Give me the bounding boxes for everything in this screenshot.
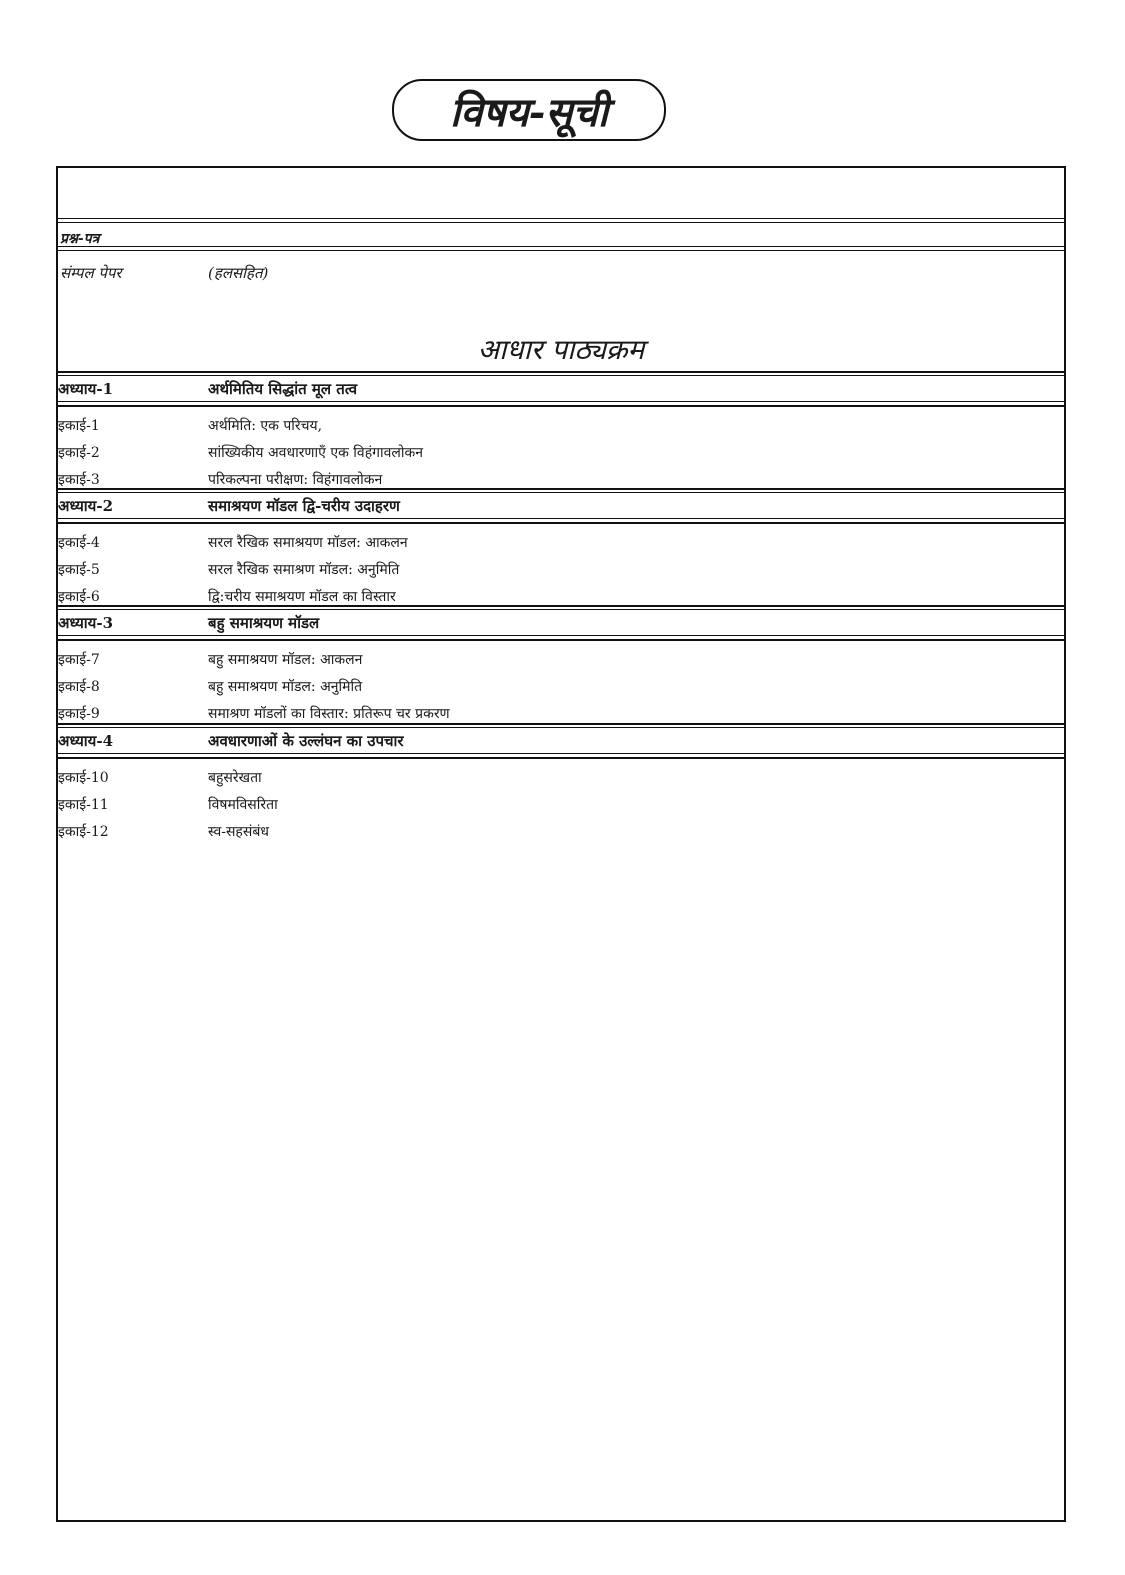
unit-number: इकाई-12 — [58, 824, 109, 840]
divider — [58, 405, 1064, 407]
unit-title: सरल रैखिक समाश्रण मॉडल: अनुमिति — [208, 562, 400, 578]
unit-title: विषमविसरिता — [208, 797, 278, 813]
chapter-title: समाश्रयण मॉडल द्वि-चरीय उदाहरण — [208, 497, 400, 515]
divider — [58, 639, 1064, 641]
divider — [58, 218, 1064, 219]
unit-title: परिकल्पना परीक्षण: विहंगावलोकन — [208, 472, 383, 488]
unit-number: इकाई-8 — [58, 679, 100, 695]
chapter-number: अध्याय-1 — [58, 380, 114, 398]
chapter-title: अवधारणाओं के उल्लंघन का उपचार — [208, 732, 404, 750]
divider — [58, 605, 1064, 607]
contents-table — [56, 166, 1066, 1522]
divider — [58, 727, 1064, 728]
divider — [58, 753, 1064, 754]
unit-number: इकाई-9 — [58, 706, 100, 722]
unit-number: इकाई-4 — [58, 535, 100, 551]
unit-title: बहु समाश्रयण मॉडल: आकलन — [208, 652, 363, 668]
unit-number: इकाई-3 — [58, 472, 100, 488]
unit-number: इकाई-7 — [58, 652, 100, 668]
divider — [58, 222, 1064, 223]
divider — [58, 522, 1064, 524]
syllabus-heading: आधार पाठ्यक्रम — [477, 333, 645, 366]
sample-paper-label: संम्पल पेपर — [60, 264, 122, 282]
sample-paper-note: (हलसहित) — [208, 264, 269, 282]
unit-title: समाश्रण मॉडलों का विस्तार: प्रतिरूप चर प्रकरण — [208, 706, 450, 722]
unit-number: इकाई-5 — [58, 562, 100, 578]
unit-number: इकाई-1 — [58, 418, 100, 434]
divider — [58, 375, 1064, 376]
page-title: विषय-सूची — [449, 88, 609, 136]
divider — [58, 518, 1064, 519]
chapter-title: बहु समाश्रयण मॉडल — [208, 614, 320, 632]
question-paper-label: प्रश्न-पत्र — [60, 231, 100, 247]
unit-title: अर्थमिति: एक परिचय, — [208, 418, 323, 434]
divider — [58, 246, 1064, 247]
divider — [58, 635, 1064, 636]
unit-title: बहु समाश्रयण मॉडल: अनुमिति — [208, 679, 363, 695]
unit-title: द्वि:चरीय समाश्रयण मॉडल का विस्तार — [208, 589, 396, 605]
divider — [58, 371, 1064, 373]
divider — [58, 492, 1064, 493]
chapter-number: अध्याय-2 — [58, 497, 114, 515]
divider — [58, 250, 1064, 251]
divider — [58, 609, 1064, 610]
chapter-number: अध्याय-3 — [58, 614, 114, 632]
title-box — [392, 79, 666, 141]
chapter-number: अध्याय-4 — [58, 732, 114, 750]
unit-number: इकाई-2 — [58, 445, 100, 461]
unit-title: बहुसरेखता — [208, 770, 262, 786]
divider — [58, 723, 1064, 725]
unit-number: इकाई-10 — [58, 770, 109, 786]
unit-title: सांख्यिकीय अवधारणाएँ एक विहंगावलोकन — [208, 445, 424, 461]
unit-title: स्व-सहसंबंध — [208, 824, 269, 840]
unit-title: सरल रैखिक समाश्रयण मॉडल: आकलन — [208, 535, 408, 551]
unit-number: इकाई-11 — [58, 797, 109, 813]
chapter-title: अर्थमितिय सिद्धांत मूल तत्व — [208, 380, 358, 398]
divider — [58, 757, 1064, 759]
divider — [58, 488, 1064, 490]
unit-number: इकाई-6 — [58, 589, 100, 605]
divider — [58, 401, 1064, 402]
